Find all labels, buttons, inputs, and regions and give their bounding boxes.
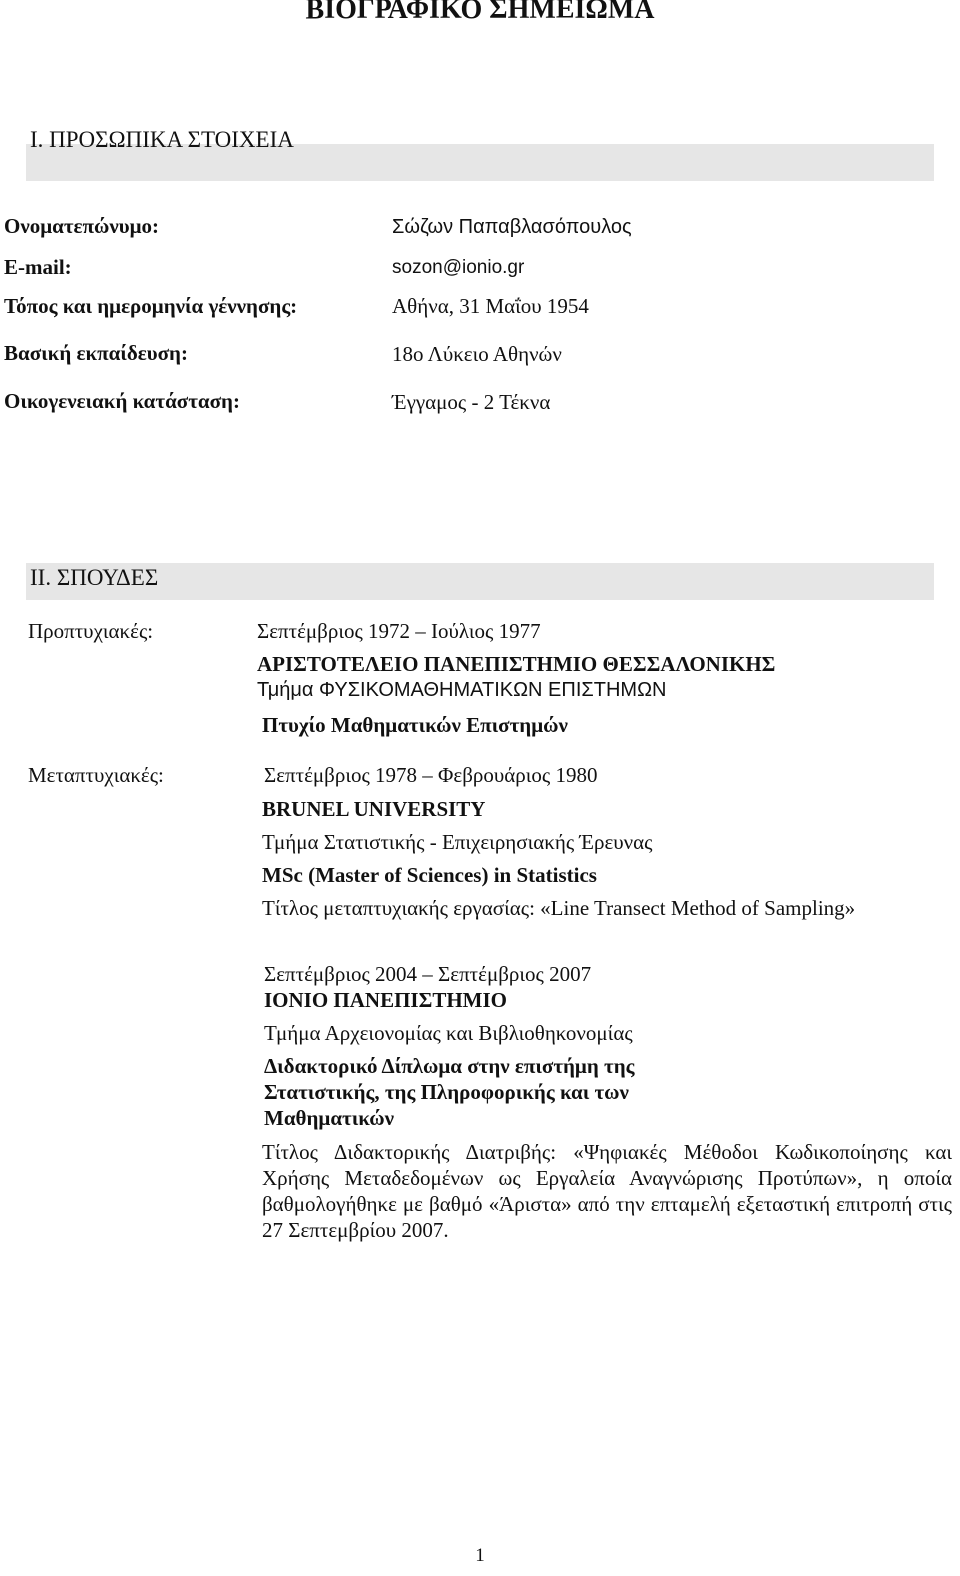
undergrad-period: Σεπτέμβριος 1972 – Ιούλιος 1977	[257, 619, 541, 643]
email-value: sozon@ionio.gr	[392, 257, 525, 278]
phd-degree-line: Στατιστικής, της Πληροφορικής και των	[264, 1080, 629, 1104]
phd-period: Σεπτέμβριος 2004 – Σεπτέμβριος 2007	[264, 962, 592, 986]
phd-degree-line: Διδακτορικό Δίπλωμα στην επιστήμη της	[264, 1054, 635, 1078]
section-studies-heading: ΙΙ. ΣΠΟΥΔΕΣ	[30, 565, 159, 590]
birth-label: Τόπος και ημερομηνία γέννησης:	[4, 294, 298, 318]
document-title: ΒΙΟΓΡΑΦΙΚΟ ΣΗΜΕΙΩΜΑ	[305, 0, 655, 25]
postgrad-label: Μεταπτυχιακές:	[28, 763, 164, 787]
birth-value: Αθήνα, 31 Μαΐου 1954	[392, 294, 589, 318]
family-label: Οικογενειακή κατάσταση:	[4, 389, 240, 413]
msc-department: Τμήμα Στατιστικής - Επιχειρησιακής Έρευνας	[262, 830, 653, 854]
name-label: Ονοματεπώνυμο:	[4, 214, 160, 238]
section-studies-band	[26, 563, 934, 600]
phd-institution: ΙΟΝΙΟ ΠΑΝΕΠΙΣΤΗΜΙΟ	[264, 988, 508, 1012]
education-label: Βασική εκπαίδευση:	[4, 341, 188, 365]
undergrad-label: Προπτυχιακές:	[28, 619, 154, 643]
email-label: E-mail:	[4, 255, 72, 279]
family-value: Έγγαμος - 2 Τέκνα	[392, 390, 551, 414]
undergrad-degree: Πτυχίο Μαθηματικών Επιστημών	[262, 713, 568, 737]
name-value: Σώζων Παπαβλασόπουλος	[392, 216, 632, 238]
msc-period: Σεπτέμβριος 1978 – Φεβρουάριος 1980	[264, 763, 598, 787]
section-personal-heading: Ι. ΠΡΟΣΩΠΙΚΑ ΣΤΟΙΧΕΙΑ	[30, 127, 294, 152]
undergrad-department: Τμήμα ΦΥΣΙΚΟΜΑΘΗΜΑΤΙΚΩΝ ΕΠΙΣΤΗΜΩΝ	[257, 679, 667, 701]
msc-institution: BRUNEL UNIVERSITY	[262, 797, 486, 821]
undergrad-institution: ΑΡΙΣΤΟΤΕΛΕΙΟ ΠΑΝΕΠΙΣΤΗΜΙΟ ΘΕΣΣΑΛΟΝΙΚΗΣ	[257, 652, 776, 676]
msc-degree: MSc (Master of Sciences) in Statistics	[262, 863, 597, 887]
phd-thesis: Τίτλος Διδακτορικής Διατριβής: «Ψηφιακές Μέθοδοι Κωδικοποίησης και Χρήσης Μεταδεδομένων ως Εργαλεία Αναγνώρισης Προτύπων», η οποία βαθμολογήθηκε με βαθμό «Άριστα» από την επταμελή εξεταστική επιτροπή στις 27 Σεπτεμβρίου 2007.	[262, 1140, 952, 1242]
education-value: 18ο Λύκειο Αθηνών	[392, 342, 562, 366]
msc-thesis: Τίτλος μεταπτυχιακής εργασίας: «Line Transect Method of Sampling»	[262, 896, 856, 920]
page-number: 1	[475, 1545, 485, 1566]
phd-department: Τμήμα Αρχειονομίας και Βιβλιοθηκονομίας	[264, 1021, 633, 1045]
phd-degree-line: Μαθηματικών	[264, 1106, 395, 1130]
